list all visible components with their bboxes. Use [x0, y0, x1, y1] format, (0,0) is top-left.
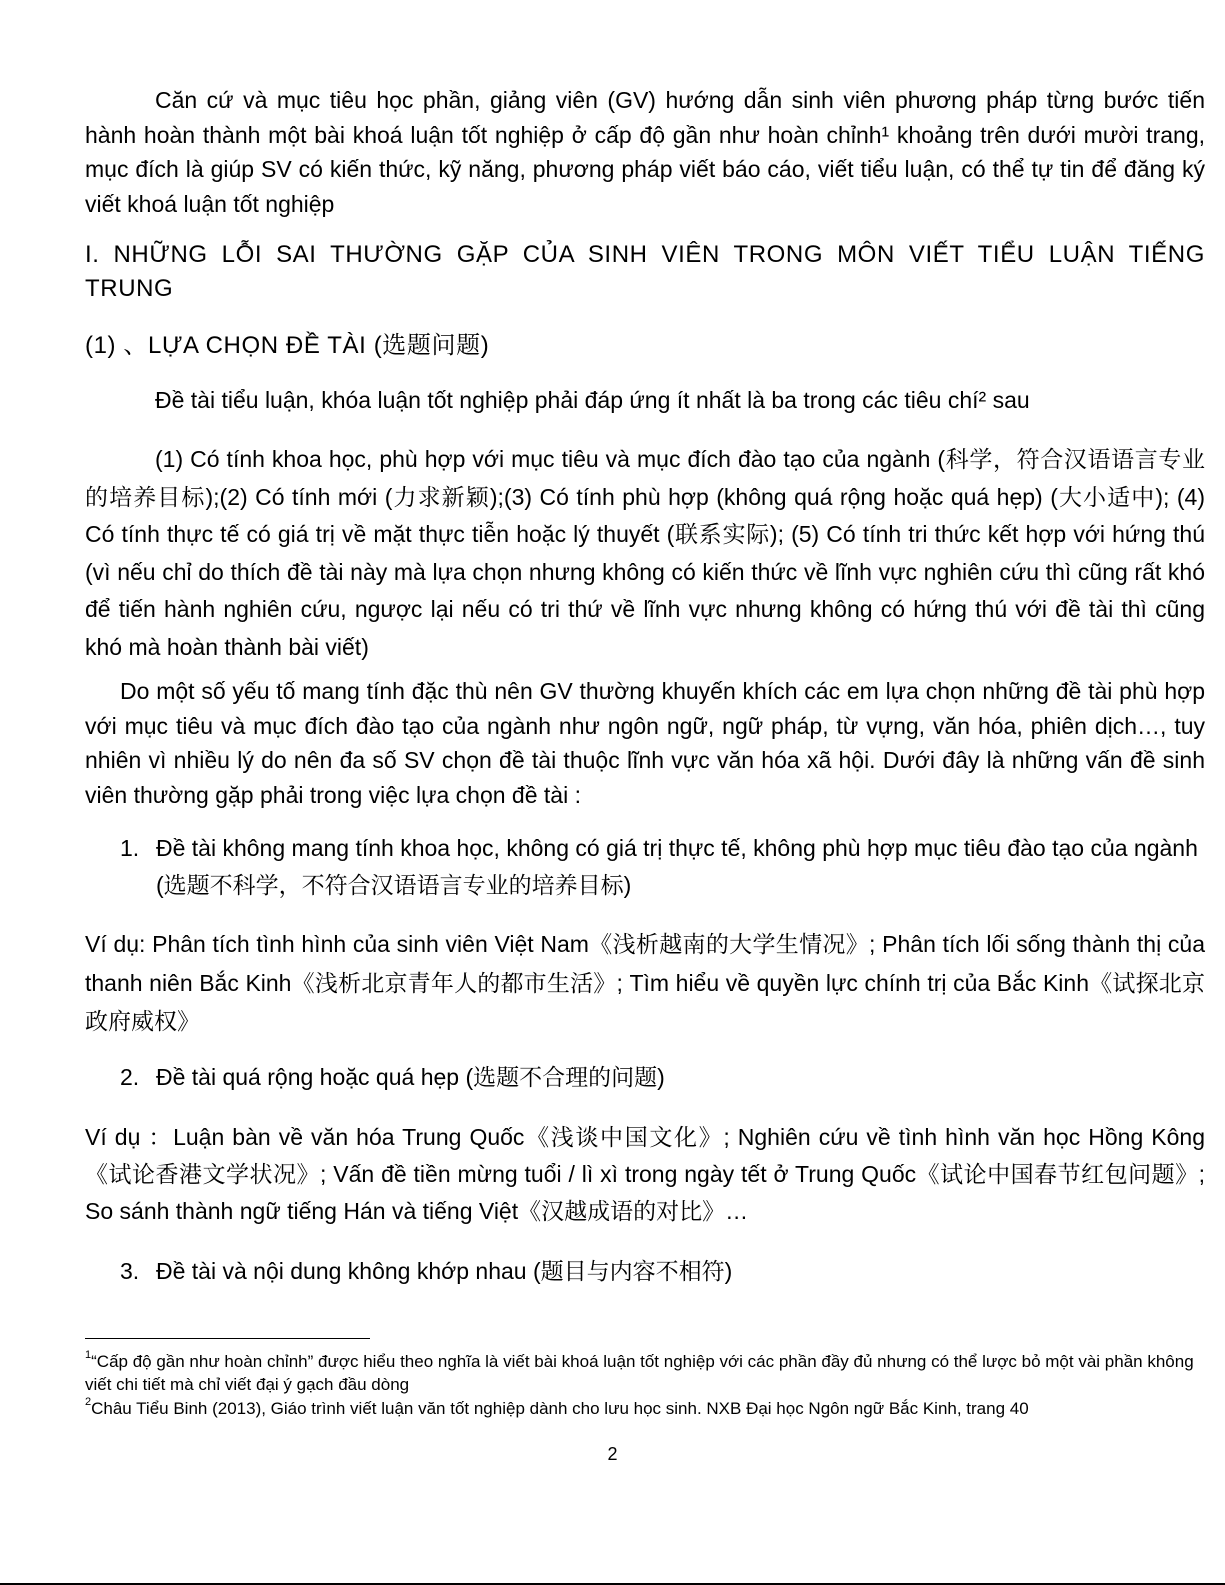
footnote	[85, 1350, 1205, 1396]
list-item	[120, 830, 1205, 904]
list-item	[120, 1059, 1205, 1096]
intro-paragraph: Căn cứ và mục tiêu học phần, giảng viên (GV) hướng dẫn sinh viên phương pháp từng bước tiến hành hoàn thành một bài khoá luận tốt nghiệp ở cấp độ gần như hoàn chỉnh¹ khoảng trên dưới mười trang, mục đích là giúp SV có kiến thức, kỹ năng, phương pháp viết báo cáo, viết tiểu luận, có thể tự tin để đăng ký viết khoá luận tốt nghiệp	[85, 87, 1205, 217]
list-item-number: 3.	[120, 1258, 140, 1284]
subsection-title: (1) 、LỰA CHỌN ĐỀ TÀI (选题问题)	[85, 332, 490, 359]
list-item-number: 1.	[120, 835, 140, 861]
footnote-text: “Cấp độ gần như hoàn chỉnh” được hiểu theo nghĩa là viết bài khoá luận tốt nghiệp với các phần đầy đủ nhưng có thể lược bỏ một vài phần không viết chi tiết mà chỉ viết đại ý gạch đầu dòng	[85, 1352, 1194, 1394]
footnote-divider	[85, 1338, 370, 1339]
criteria-paragraph: (1) Có tính khoa học, phù hợp với mục tiêu và mục đích đào tạo của ngành (科学，符合汉语语言专业的培养目标);(2) Có tính mới (力求新颖);(3) Có tính phù hợp (không quá rộng hoặc quá hẹp) (大小适中); (4) Có tính thực tế có giá trị về mặt thực tiễn hoặc lý thuyết (联系实际); (5) Có tính tri thức kết hợp với hứng thú (vì nếu chỉ do thích đề tài này mà lựa chọn nhưng không có kiến thức về lĩnh vực nghiên cứu thì cũng rất khó để tiến hành nghiên cứu, ngược lại nếu có tri thứ về lĩnh vực nhưng không có hứng thú với đề tài thì cũng khó mà hoàn thành bài viết)	[85, 446, 1205, 660]
list-item	[120, 1253, 1205, 1290]
example-paragraph: Ví dụ: Phân tích tình hình của sinh viên Việt Nam《浅析越南的大学生情况》; Phân tích lối sống thành thị của thanh niên Bắc Kinh《浅析北京青年人的都市生活》; Tìm hiểu về quyền lực chính trị của Bắc Kinh《试探北京政府威权》	[85, 931, 1205, 1034]
footnote	[85, 1397, 1205, 1420]
page-number: 2	[607, 1444, 618, 1464]
example-paragraph: Ví dụ ：Luận bàn về văn hóa Trung Quốc《浅谈中国文化》; Nghiên cứu về tình hình văn học Hồng Kông《试论香港文学状况》; Vấn đề tiền mừng tuổi / lì xì trong ngày tết ở Trung Quốc《试论中国春节红包问题》; So sánh thành ngữ tiếng Hán và tiếng Việt《汉越成语的对比》…	[85, 1124, 1205, 1224]
criteria-intro: Đề tài tiểu luận, khóa luận tốt nghiệp phải đáp ứng ít nhất là ba trong các tiêu chí² sau	[155, 387, 1030, 413]
list-item-text: Đề tài và nội dung không khớp nhau (题目与内容不相符)	[156, 1258, 733, 1284]
section-title: I. NHỮNG LỖI SAI THƯỜNG GẶP CỦA SINH VIÊN TRONG MÔN VIẾT TIỂU LUẬN TIẾNG TRUNG	[85, 241, 1205, 302]
list-item-text: Đề tài quá rộng hoặc quá hẹp (选题不合理的问题)	[156, 1064, 665, 1090]
footnote-mark: 2	[85, 1396, 92, 1408]
topic-paragraph: Do một số yếu tố mang tính đặc thù nên GV thường khuyến khích các em lựa chọn những đề tài phù hợp với mục tiêu và mục đích đào tạo của ngành như ngôn ngữ, ngữ pháp, từ vựng, văn hóa, phiên dịch…, tuy nhiên vì nhiều lý do nên đa số SV chọn đề tài thuộc lĩnh vực văn hóa xã hội. Dưới đây là những vấn đề sinh viên thường gặp phải trong việc lựa chọn đề tài :	[85, 678, 1205, 808]
list-item-number: 2.	[120, 1064, 140, 1090]
footnote-text: Châu Tiểu Binh (2013), Giáo trình viết luận văn tốt nghiệp dành cho lưu học sinh. NXB Đại học Ngôn ngữ Bắc Kinh, trang 40	[91, 1399, 1029, 1418]
footnote-mark: 1	[85, 1349, 92, 1361]
list-item-text: Đề tài không mang tính khoa học, không có giá trị thực tế, không phù hợp mục tiêu đào tạo của ngành (选题不科学，不符合汉语语言专业的培养目标)	[156, 835, 1198, 898]
